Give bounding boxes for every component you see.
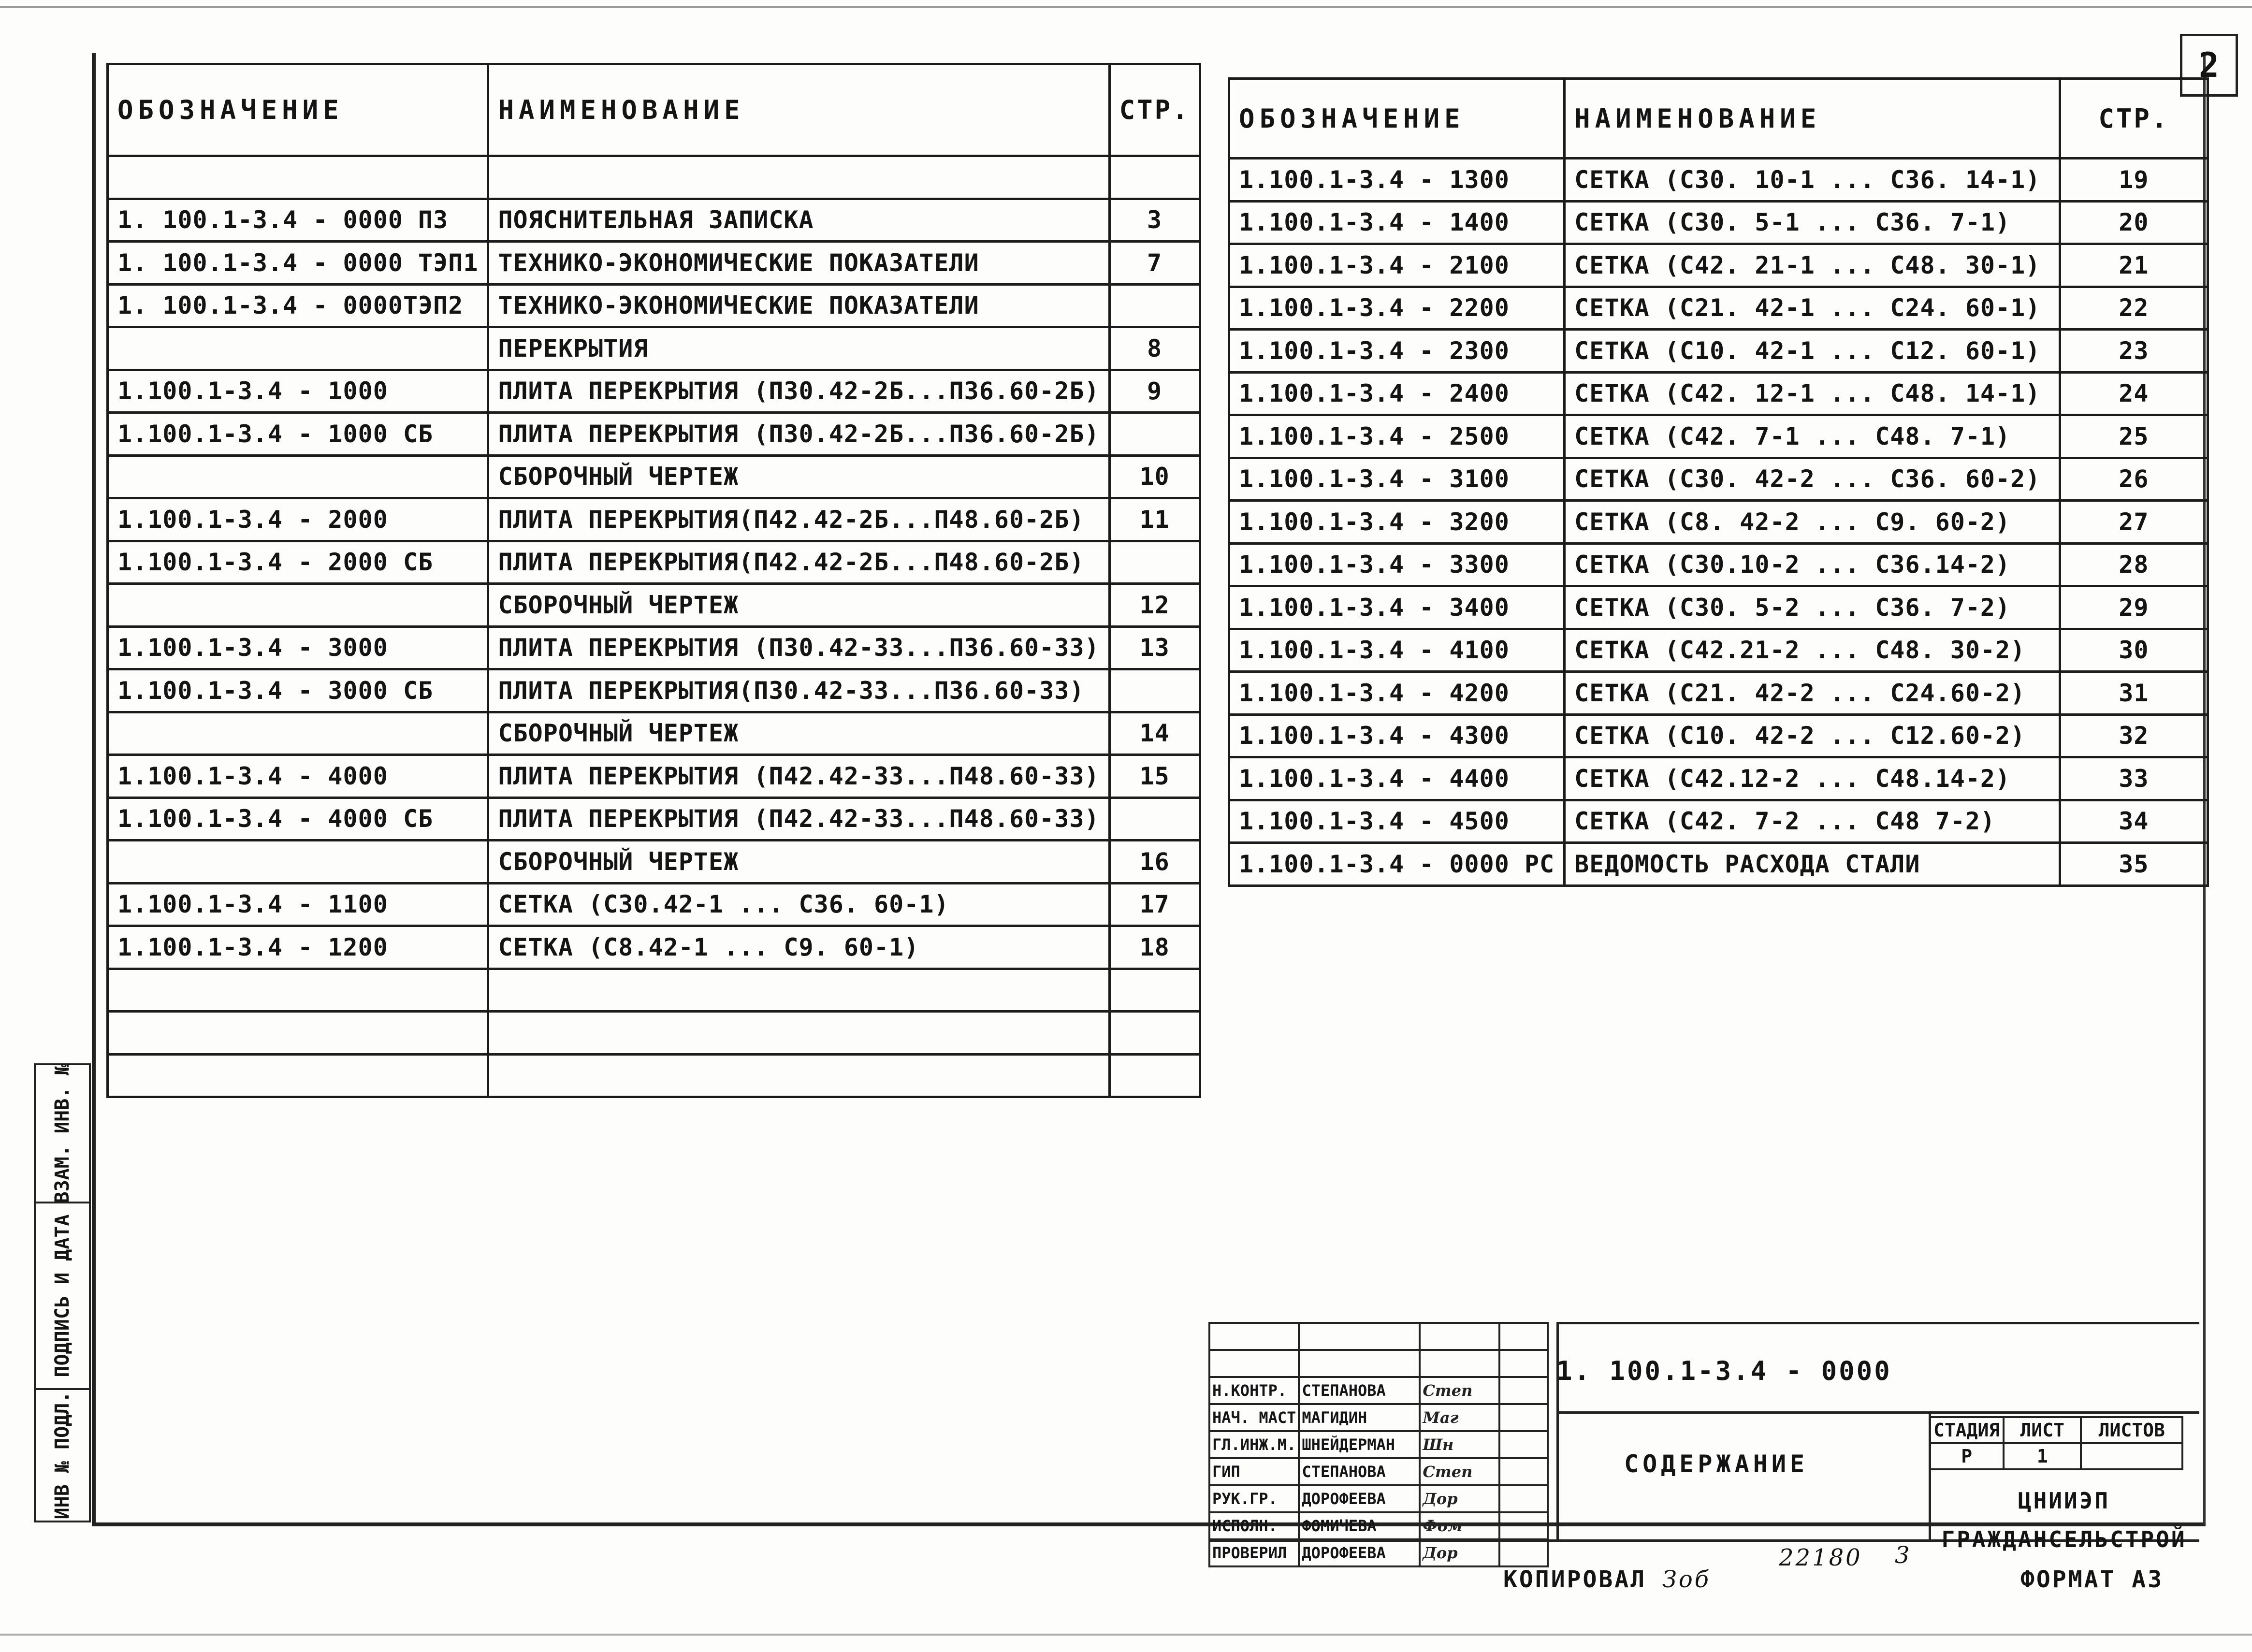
signature-mark: Степ xyxy=(1420,1458,1499,1485)
cell-page: 14 xyxy=(1109,712,1200,755)
table-row xyxy=(1229,201,2208,244)
cell-page xyxy=(1109,1012,1200,1055)
signature-mark: Фом xyxy=(1420,1512,1499,1539)
cell-page: 11 xyxy=(1109,498,1200,541)
signature-mark: Шн xyxy=(1420,1431,1499,1458)
cell-name: ПЕРЕКРЫТИЯ xyxy=(488,327,1109,370)
cell-page: 21 xyxy=(2060,244,2208,287)
cell-designation: 1. 100.1-3.4 - 0000ТЭП2 xyxy=(108,284,488,327)
cell-page: 8 xyxy=(1109,327,1200,370)
order-sheet: 3 xyxy=(1895,1542,1912,1569)
cell-designation: 1.100.1-3.4 - 3000 xyxy=(108,626,488,669)
table-row xyxy=(108,413,1200,456)
cell-name: СЕТКА (С10. 42-2 ... С12.60-2) xyxy=(1565,714,2060,757)
table-row xyxy=(108,455,1200,498)
cell-designation: 1.100.1-3.4 - 2100 xyxy=(1229,244,1565,287)
tb-divider xyxy=(1556,1411,2199,1414)
table-row xyxy=(1229,501,2208,544)
signature-name: ФОМИЧЕВА xyxy=(1299,1512,1420,1539)
signature-row xyxy=(1209,1539,1548,1566)
table-row xyxy=(108,199,1200,242)
signature-mark: Маг xyxy=(1420,1404,1499,1431)
signature-role: Н.КОНТР. xyxy=(1209,1377,1299,1404)
order-number: 22180 xyxy=(1779,1544,1862,1571)
cell-name: СЕТКА (С42. 21-1 ... С48. 30-1) xyxy=(1565,244,2060,287)
cell-designation: 1.100.1-3.4 - 1000 СБ xyxy=(108,413,488,456)
cell-name: СЕТКА (С8.42-1 ... С9. 60-1) xyxy=(488,926,1109,969)
sheets-label: ЛИСТОВ xyxy=(2081,1417,2182,1443)
cell-name: ПЛИТА ПЕРЕКРЫТИЯ (П42.42-33...П48.60-33) xyxy=(488,755,1109,798)
table-row xyxy=(1229,159,2208,202)
cell-designation xyxy=(108,1054,488,1097)
signature-role: ГИП xyxy=(1209,1458,1299,1485)
cell-name: ТЕХНИКО-ЭКОНОМИЧЕСКИЕ ПОКАЗАТЕЛИ xyxy=(488,242,1109,285)
cell-page: 12 xyxy=(1109,584,1200,627)
signature-role: НАЧ. МАСТ xyxy=(1209,1404,1299,1431)
table-row xyxy=(108,1012,1200,1055)
table-row xyxy=(1229,843,2208,886)
tb-divider xyxy=(1556,1322,2199,1324)
table-row xyxy=(1229,458,2208,501)
signature-date xyxy=(1499,1404,1548,1431)
side-cell-vzam xyxy=(34,1063,91,1203)
cell-page: 13 xyxy=(1109,626,1200,669)
header-name: НАИМЕНОВАНИЕ xyxy=(488,64,1109,156)
side-stamp xyxy=(34,1063,92,1522)
table-row xyxy=(108,626,1200,669)
cell-page: 29 xyxy=(2060,586,2208,629)
table-row xyxy=(1229,586,2208,629)
table-row xyxy=(1229,244,2208,287)
cell-name: СЕТКА (С42. 7-2 ... С48 7-2) xyxy=(1565,800,2060,843)
signature-mark: Степ xyxy=(1420,1377,1499,1404)
cell-name: СЕТКА (С30.10-2 ... С36.14-2) xyxy=(1565,543,2060,586)
cell-page: 30 xyxy=(2060,629,2208,672)
contents-body-left xyxy=(108,156,1200,1097)
sheets-value xyxy=(2081,1443,2182,1469)
cell-designation: 1.100.1-3.4 - 3000 СБ xyxy=(108,669,488,712)
table-row xyxy=(1229,415,2208,458)
signature-row xyxy=(1209,1404,1548,1431)
side-label-sign-date: ПОДПИСЬ И ДАТА xyxy=(51,1214,73,1377)
cell-page: 23 xyxy=(2060,330,2208,373)
signature-date xyxy=(1499,1377,1548,1404)
cell-designation: 1.100.1-3.4 - 4000 xyxy=(108,755,488,798)
signature-table xyxy=(1208,1322,1549,1567)
table-row xyxy=(108,284,1200,327)
cell-name: СЕТКА (С30. 5-2 ... С36. 7-2) xyxy=(1565,586,2060,629)
side-cell-inv xyxy=(34,1388,91,1522)
signature-name: СТЕПАНОВА xyxy=(1299,1458,1420,1485)
side-label-inv-orig: ИНВ № ПОДЛ. xyxy=(51,1391,73,1520)
cell-designation: 1.100.1-3.4 - 3200 xyxy=(1229,501,1565,544)
page-number: 2 xyxy=(2180,34,2238,97)
cell-designation xyxy=(108,1012,488,1055)
contents-body-right xyxy=(1229,159,2208,886)
cell-page: 27 xyxy=(2060,501,2208,544)
cell-designation: 1. 100.1-3.4 - 0000 ПЗ xyxy=(108,199,488,242)
table-row xyxy=(108,883,1200,926)
cell-page: 33 xyxy=(2060,757,2208,800)
cell-page: 3 xyxy=(1109,199,1200,242)
doc-code: 1. 100.1-3.4 - 0000 xyxy=(1556,1356,1892,1386)
cell-page: 24 xyxy=(2060,372,2208,415)
cell-page xyxy=(1109,413,1200,456)
cell-designation xyxy=(108,969,488,1012)
table-row xyxy=(108,584,1200,627)
cell-name: СЕТКА (С30. 10-1 ... С36. 14-1) xyxy=(1565,159,2060,202)
cell-designation: 1. 100.1-3.4 - 0000 ТЭП1 xyxy=(108,242,488,285)
cell-page: 18 xyxy=(1109,926,1200,969)
table-row xyxy=(1229,543,2208,586)
scan-edge-top xyxy=(0,6,2252,8)
cell-name: ПЛИТА ПЕРЕКРЫТИЯ(П30.42-33...П36.60-33) xyxy=(488,669,1109,712)
cell-designation: 1.100.1-3.4 - 1300 xyxy=(1229,159,1565,202)
cell-designation: 1.100.1-3.4 - 2400 xyxy=(1229,372,1565,415)
cell-name: СЕТКА (С8. 42-2 ... С9. 60-2) xyxy=(1565,501,2060,544)
contents-table-left xyxy=(106,63,1201,1098)
table-row xyxy=(1229,800,2208,843)
table-row xyxy=(108,370,1200,413)
cell-name: СБОРОЧНЫЙ ЧЕРТЕЖ xyxy=(488,455,1109,498)
cell-page: 15 xyxy=(1109,755,1200,798)
header-page: СТР. xyxy=(1109,64,1200,156)
table-row xyxy=(108,242,1200,285)
cell-name: СЕТКА (С42. 7-1 ... С48. 7-1) xyxy=(1565,415,2060,458)
cell-page xyxy=(1109,669,1200,712)
cell-page xyxy=(1109,969,1200,1012)
cell-page xyxy=(1109,1054,1200,1097)
stage-value: Р xyxy=(1930,1443,2004,1469)
cell-page xyxy=(1109,541,1200,584)
header-designation: ОБОЗНАЧЕНИЕ xyxy=(108,64,488,156)
cell-name: ПЛИТА ПЕРЕКРЫТИЯ (П42.42-33...П48.60-33) xyxy=(488,797,1109,840)
cell-designation: 1.100.1-3.4 - 2000 xyxy=(108,498,488,541)
signature-row xyxy=(1209,1458,1548,1485)
cell-name: ПЛИТА ПЕРЕКРЫТИЯ (П30.42-2Б...П36.60-2Б) xyxy=(488,413,1109,456)
cell-designation: 1.100.1-3.4 - 4300 xyxy=(1229,714,1565,757)
cell-name: ПЛИТА ПЕРЕКРЫТИЯ (П30.42-2Б...П36.60-2Б) xyxy=(488,370,1109,413)
copied-signature: Зоб xyxy=(1662,1566,1711,1593)
cell-name: СЕТКА (С30.42-1 ... С36. 60-1) xyxy=(488,883,1109,926)
cell-page: 22 xyxy=(2060,287,2208,330)
cell-designation xyxy=(108,156,488,199)
table-row xyxy=(108,1054,1200,1097)
signature-role: ПРОВЕРИЛ xyxy=(1209,1539,1299,1566)
cell-page: 16 xyxy=(1109,840,1200,884)
signature-name: ДОРОФЕЕВА xyxy=(1299,1539,1420,1566)
table-row xyxy=(108,926,1200,969)
cell-page xyxy=(1109,156,1200,199)
org-line-1: ЦНИИЭП xyxy=(2018,1488,2110,1514)
table-row xyxy=(108,498,1200,541)
table-row xyxy=(1229,287,2208,330)
cell-page: 31 xyxy=(2060,672,2208,715)
cell-designation: 1.100.1-3.4 - 2300 xyxy=(1229,330,1565,373)
signature-role: РУК.ГР. xyxy=(1209,1485,1299,1512)
cell-page: 7 xyxy=(1109,242,1200,285)
header-designation: ОБОЗНАЧЕНИЕ xyxy=(1229,79,1565,159)
table-row xyxy=(1229,372,2208,415)
cell-page: 9 xyxy=(1109,370,1200,413)
cell-name: ТЕХНИКО-ЭКОНОМИЧЕСКИЕ ПОКАЗАТЕЛИ xyxy=(488,284,1109,327)
cell-name: ВЕДОМОСТЬ РАСХОДА СТАЛИ xyxy=(1565,843,2060,886)
cell-name: ПОЯСНИТЕЛЬНАЯ ЗАПИСКА xyxy=(488,199,1109,242)
doc-title: СОДЕРЖАНИЕ xyxy=(1624,1450,1809,1478)
cell-name: СБОРОЧНЫЙ ЧЕРТЕЖ xyxy=(488,840,1109,884)
cell-name: СЕТКА (С30. 42-2 ... С36. 60-2) xyxy=(1565,458,2060,501)
copied-label: КОПИРОВАЛ xyxy=(1503,1566,1647,1593)
cell-designation xyxy=(108,840,488,884)
cell-page: 20 xyxy=(2060,201,2208,244)
cell-page: 28 xyxy=(2060,543,2208,586)
cell-designation: 1.100.1-3.4 - 1400 xyxy=(1229,201,1565,244)
cell-name xyxy=(488,1054,1109,1097)
copied-by xyxy=(1503,1566,1711,1593)
table-row xyxy=(108,541,1200,584)
stage-label: СТАДИЯ xyxy=(1930,1417,2004,1443)
cell-name: СЕТКА (С21. 42-1 ... С24. 60-1) xyxy=(1565,287,2060,330)
table-row xyxy=(108,156,1200,199)
cell-designation: 1.100.1-3.4 - 4500 xyxy=(1229,800,1565,843)
cell-name: СЕТКА (С42.12-2 ... С48.14-2) xyxy=(1565,757,2060,800)
table-row xyxy=(1229,714,2208,757)
signature-date xyxy=(1499,1512,1548,1539)
signature-role: ГЛ.ИНЖ.М. xyxy=(1209,1431,1299,1458)
scan-edge-bottom xyxy=(0,1634,2252,1636)
cell-designation xyxy=(108,584,488,627)
cell-designation: 1.100.1-3.4 - 3300 xyxy=(1229,543,1565,586)
stage-table xyxy=(1929,1416,2183,1470)
cell-designation: 1.100.1-3.4 - 2500 xyxy=(1229,415,1565,458)
cell-designation: 1.100.1-3.4 - 3400 xyxy=(1229,586,1565,629)
org-line-2: ГРАЖДАНСЕЛЬСТРОЙ xyxy=(1941,1526,2187,1552)
signature-date xyxy=(1499,1539,1548,1566)
cell-designation: 1.100.1-3.4 - 4000 СБ xyxy=(108,797,488,840)
contents-table-right xyxy=(1228,77,2209,887)
paper-format: ФОРМАТ А3 xyxy=(2020,1566,2164,1593)
signature-mark: Дор xyxy=(1420,1539,1499,1566)
cell-page: 25 xyxy=(2060,415,2208,458)
table-row xyxy=(1229,672,2208,715)
cell-designation xyxy=(108,327,488,370)
cell-name: СЕТКА (С42.21-2 ... С48. 30-2) xyxy=(1565,629,2060,672)
signature-date xyxy=(1499,1458,1548,1485)
header-name: НАИМЕНОВАНИЕ xyxy=(1565,79,2060,159)
cell-page: 34 xyxy=(2060,800,2208,843)
signature-role: ИСПОЛН. xyxy=(1209,1512,1299,1539)
cell-name: СЕТКА (С10. 42-1 ... С12. 60-1) xyxy=(1565,330,2060,373)
signature-rows xyxy=(1209,1377,1548,1566)
cell-designation: 1.100.1-3.4 - 4100 xyxy=(1229,629,1565,672)
table-row xyxy=(108,969,1200,1012)
signature-row xyxy=(1209,1431,1548,1458)
signature-name: ШНЕЙДЕРМАН xyxy=(1299,1431,1420,1458)
cell-name: СЕТКА (С42. 12-1 ... С48. 14-1) xyxy=(1565,372,2060,415)
cell-name: СЕТКА (С21. 42-2 ... С24.60-2) xyxy=(1565,672,2060,715)
table-row xyxy=(108,712,1200,755)
cell-name: ПЛИТА ПЕРЕКРЫТИЯ (П30.42-33...П36.60-33) xyxy=(488,626,1109,669)
cell-designation xyxy=(108,455,488,498)
cell-page: 19 xyxy=(2060,159,2208,202)
sheet-label: ЛИСТ xyxy=(2004,1417,2081,1443)
cell-page: 32 xyxy=(2060,714,2208,757)
cell-designation: 1.100.1-3.4 - 1000 xyxy=(108,370,488,413)
table-row xyxy=(108,669,1200,712)
signature-row xyxy=(1209,1485,1548,1512)
cell-designation xyxy=(108,712,488,755)
signature-name: МАГИДИН xyxy=(1299,1404,1420,1431)
table-row xyxy=(1229,629,2208,672)
table-row xyxy=(108,797,1200,840)
side-label-vzam-inv: ВЗАМ. ИНВ. № xyxy=(51,1063,73,1203)
cell-page: 26 xyxy=(2060,458,2208,501)
cell-name: ПЛИТА ПЕРЕКРЫТИЯ(П42.42-2Б...П48.60-2Б) xyxy=(488,541,1109,584)
signature-date xyxy=(1499,1431,1548,1458)
header-page: СТР. xyxy=(2060,79,2208,159)
cell-designation: 1.100.1-3.4 - 1200 xyxy=(108,926,488,969)
signature-name: ДОРОФЕЕВА xyxy=(1299,1485,1420,1512)
cell-designation: 1.100.1-3.4 - 2000 СБ xyxy=(108,541,488,584)
cell-designation: 1.100.1-3.4 - 4400 xyxy=(1229,757,1565,800)
table-row xyxy=(108,327,1200,370)
signature-date xyxy=(1499,1485,1548,1512)
cell-name: СБОРОЧНЫЙ ЧЕРТЕЖ xyxy=(488,584,1109,627)
cell-page xyxy=(1109,797,1200,840)
cell-name xyxy=(488,969,1109,1012)
cell-page xyxy=(1109,284,1200,327)
table-row xyxy=(108,755,1200,798)
cell-name: СБОРОЧНЫЙ ЧЕРТЕЖ xyxy=(488,712,1109,755)
table-row xyxy=(108,840,1200,884)
signature-mark: Дор xyxy=(1420,1485,1499,1512)
side-cell-sign xyxy=(34,1202,91,1390)
signature-row xyxy=(1209,1377,1548,1404)
signature-row xyxy=(1209,1512,1548,1539)
cell-designation: 1.100.1-3.4 - 2200 xyxy=(1229,287,1565,330)
cell-designation: 1.100.1-3.4 - 3100 xyxy=(1229,458,1565,501)
signature-name: СТЕПАНОВА xyxy=(1299,1377,1420,1404)
organization xyxy=(1933,1481,2194,1559)
sheet-value: 1 xyxy=(2004,1443,2081,1469)
cell-name: СЕТКА (С30. 5-1 ... С36. 7-1) xyxy=(1565,201,2060,244)
cell-designation: 1.100.1-3.4 - 0000 РС xyxy=(1229,843,1565,886)
cell-designation: 1.100.1-3.4 - 4200 xyxy=(1229,672,1565,715)
table-row xyxy=(1229,757,2208,800)
cell-page: 10 xyxy=(1109,455,1200,498)
cell-name xyxy=(488,156,1109,199)
cell-name xyxy=(488,1012,1109,1055)
tb-divider xyxy=(1556,1322,1559,1542)
table-row xyxy=(1229,330,2208,373)
cell-designation: 1.100.1-3.4 - 1100 xyxy=(108,883,488,926)
cell-name: ПЛИТА ПЕРЕКРЫТИЯ(П42.42-2Б...П48.60-2Б) xyxy=(488,498,1109,541)
cell-page: 35 xyxy=(2060,843,2208,886)
cell-page: 17 xyxy=(1109,883,1200,926)
